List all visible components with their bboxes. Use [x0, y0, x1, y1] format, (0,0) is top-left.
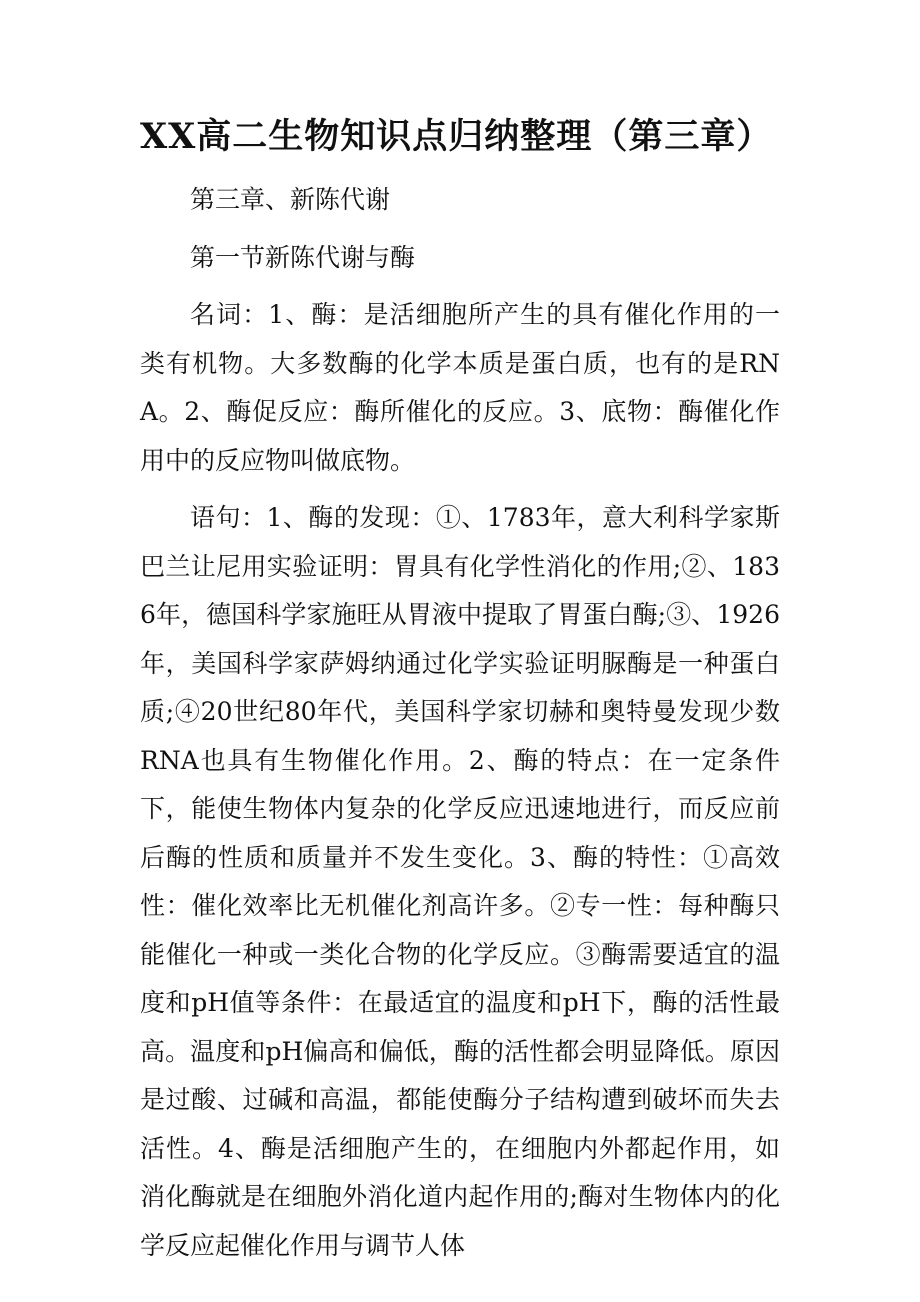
section-heading: 第一节新陈代谢与酶 [190, 242, 416, 272]
paragraph-terms: 名词：1、酶：是活细胞所产生的具有催化作用的一类有机物。大多数酶的化学本质是蛋白质，也有的是RNA。2、酶促反应：酶所催化的反应。3、底物：酶催化作用中的反应物叫做底物。 [140, 300, 780, 475]
document-title: XX高二生物知识点归纳整理（第三章） [140, 116, 773, 157]
chapter-heading: 第三章、新陈代谢 [190, 185, 391, 214]
document-body [140, 176, 780, 1279]
paragraph-statements: 语句：1、酶的发现：①、1783年，意大利科学家斯巴兰让尼用实验证明：胃具有化学性消化的作用;②、1836年，德国科学家施旺从胃液中提取了胃蛋白酶;③、1926年，美国科学家萨姆纳通过化学实验证明脲酶是一种蛋白质;④20世纪80年代，美国科学家切赫和奥特曼发现少数RNA也具有生物催化作用。2、酶的特点：在一定条件下，能使生物体内复杂的化学反应迅速地进行，而反应前后酶的性质和质量并不发生变化。3、酶的特性：①高效性：催化效率比无机催化剂高许多。②专一性：每种酶只能催化一种或一类化合物的化学反应。③酶需要适宜的温度和pH值等条件：在最适宜的温度和pH下，酶的活性最高。温度和pH偏高和偏低，酶的活性都会明显降低。原因是过酸、过碱和高温，都能使酶分子结构遭到破坏而失去活性。4、酶是活细胞产生的，在细胞内外都起作用，如消化酶就是在细胞外消化道内起作用的;酶对生物体内的化学反应起催化作用与调节人体 [140, 503, 780, 1260]
